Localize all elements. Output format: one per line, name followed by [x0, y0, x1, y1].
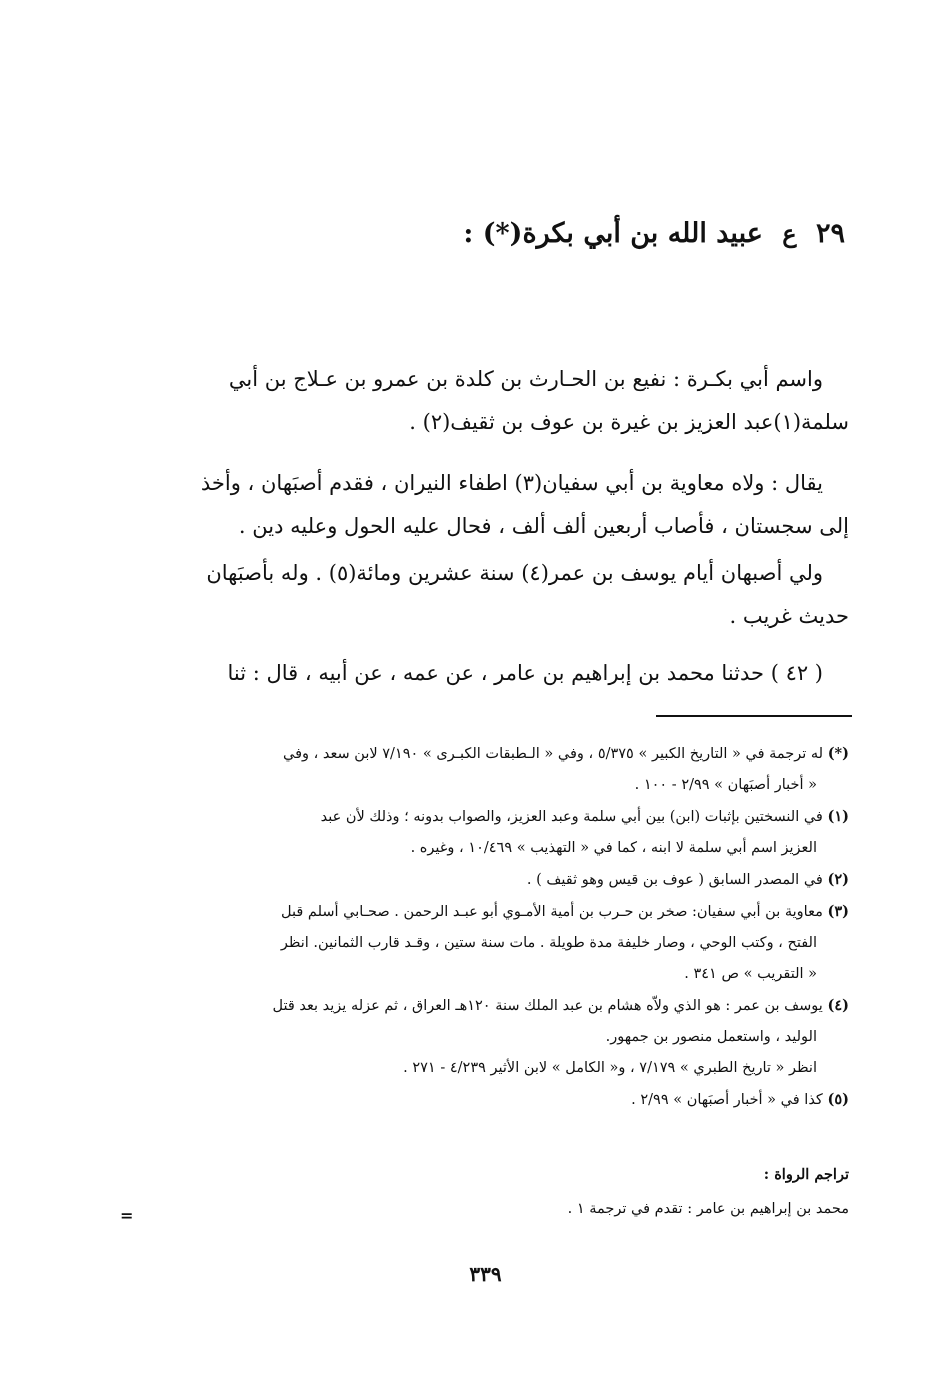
- paragraph-line: يقال : ولاه معاوية بن أبي سفيان(٣) اطفاء النيران ، فقدم أصبَهان ، وأخذ: [200, 471, 823, 495]
- footnote-star: [137, 738, 849, 801]
- narrators-title: تراجم الرواة :: [763, 1166, 849, 1183]
- footnote-label: (٣): [827, 903, 849, 920]
- footnote-text: الوليد ، واستعمل منصور بن جمهور.: [605, 1029, 817, 1045]
- footnote-label: (٥): [827, 1091, 849, 1108]
- footnote-label: (٤): [827, 997, 849, 1014]
- entry-heading: [285, 214, 845, 254]
- footnote-1: [137, 801, 849, 864]
- footnote-4: [137, 990, 849, 1084]
- footnote-3: [137, 896, 849, 990]
- entry-title-mark: (*): [482, 218, 523, 249]
- paragraph-line: ولي أصبهان أيام يوسف بن عمر(٤) سنة عشرين ومائة(٥) . وله بأصبَهان: [206, 561, 823, 585]
- footnote-text: « أخبار أصبَهان » ٢/٩٩ - ١٠٠ .: [634, 777, 817, 793]
- footnote-2: [137, 864, 849, 896]
- footnote-text: « التقريب » ص ٣٤١ .: [684, 966, 817, 982]
- footnote-label: (٢): [827, 871, 849, 888]
- footnote-label: (*): [827, 745, 849, 762]
- paragraph-appointment: [137, 462, 849, 548]
- paragraph-lineage: [137, 358, 849, 444]
- paragraph-line: واسم أبي بكـرة : نفيع بن الحـارث بن كلدة بن عمرو بن عـلاج بن أبي: [228, 367, 823, 391]
- narrators-section: [137, 1158, 849, 1226]
- footnote-text: يوسف بن عمر : هو الذي ولاّه هشام بن عبد الملك سنة ١٢٠هـ العراق ، ثم عزله يزيد بعد قتل: [272, 998, 823, 1014]
- paragraph-line: حديث غريب .: [729, 604, 849, 628]
- continuation-mark: =: [120, 1206, 134, 1225]
- entry-number: ٢٩: [815, 218, 845, 249]
- paragraph-line: إلى سجستان ، فأصاب أربعين ألف ألف ، فحال عليه الحول وعليه دين .: [238, 514, 849, 538]
- rijal-symbol: ع: [782, 219, 797, 248]
- footnote-text: الفتح ، وكتب الوحي ، وصار خليفة مدة طويلة . مات سنة ستين ، وقـد قارب الثمانين. انظر: [280, 935, 817, 951]
- page-number: ٣٣٩: [469, 1262, 502, 1286]
- entry-colon: :: [463, 218, 474, 249]
- footnote-text: في النسختين بإثبات (ابن) بين أبي سلمة وعبد العزيز، والصواب بدونه ؛ وذلك لأن عبد: [320, 809, 823, 825]
- footnote-text: له ترجمة في « التاريخ الكبير » ٥/٣٧٥ ، وفي « الـطبقات الكبـرى » ٧/١٩٠ لابن سعد ، وفي: [283, 746, 824, 762]
- narrator-entry: محمد بن إبراهيم بن عامر : تقدم في ترجمة ١ .: [567, 1201, 849, 1217]
- paragraph-line: سلمة(١)عبد العزيز بن غيرة بن عوف بن ثقيف(٢) .: [409, 410, 849, 434]
- footnote-5: [137, 1084, 849, 1116]
- paragraph-hadith: [137, 652, 849, 695]
- footnote-text: معاوية بن أبي سفيان: صخر بن حـرب بن أمية الأمـوي أبو عبـد الرحمن . صحـابي أسلم قبل: [281, 904, 823, 920]
- paragraph-isfahan: [137, 552, 849, 638]
- footnote-text: كذا في « أخبار أصبَهان » ٢/٩٩ .: [631, 1092, 823, 1108]
- footnote-text: العزيز اسم أبي سلمة لا ابنه ، كما في « التهذيب » ١٠/٤٦٩ ، وغيره .: [410, 840, 817, 856]
- footnotes: [137, 738, 849, 1116]
- footnote-separator: [656, 715, 852, 717]
- entry-title: عبيد الله بن أبي بكرة: [522, 218, 763, 249]
- footnote-label: (١): [827, 808, 849, 825]
- footnote-text: في المصدر السابق ( عوف بن قيس وهو ثقيف ) .: [526, 872, 823, 888]
- paragraph-line: ( ٤٢ ) حدثنا محمد بن إبراهيم بن عامر ، عن عمه ، عن أبيه ، قال : ثنا: [227, 661, 823, 685]
- footnote-text: انظر « تاريخ الطبري » ٧/١٧٩ ، و« الكامل » لابن الأثير ٤/٢٣٩ - ٢٧١ .: [403, 1060, 817, 1076]
